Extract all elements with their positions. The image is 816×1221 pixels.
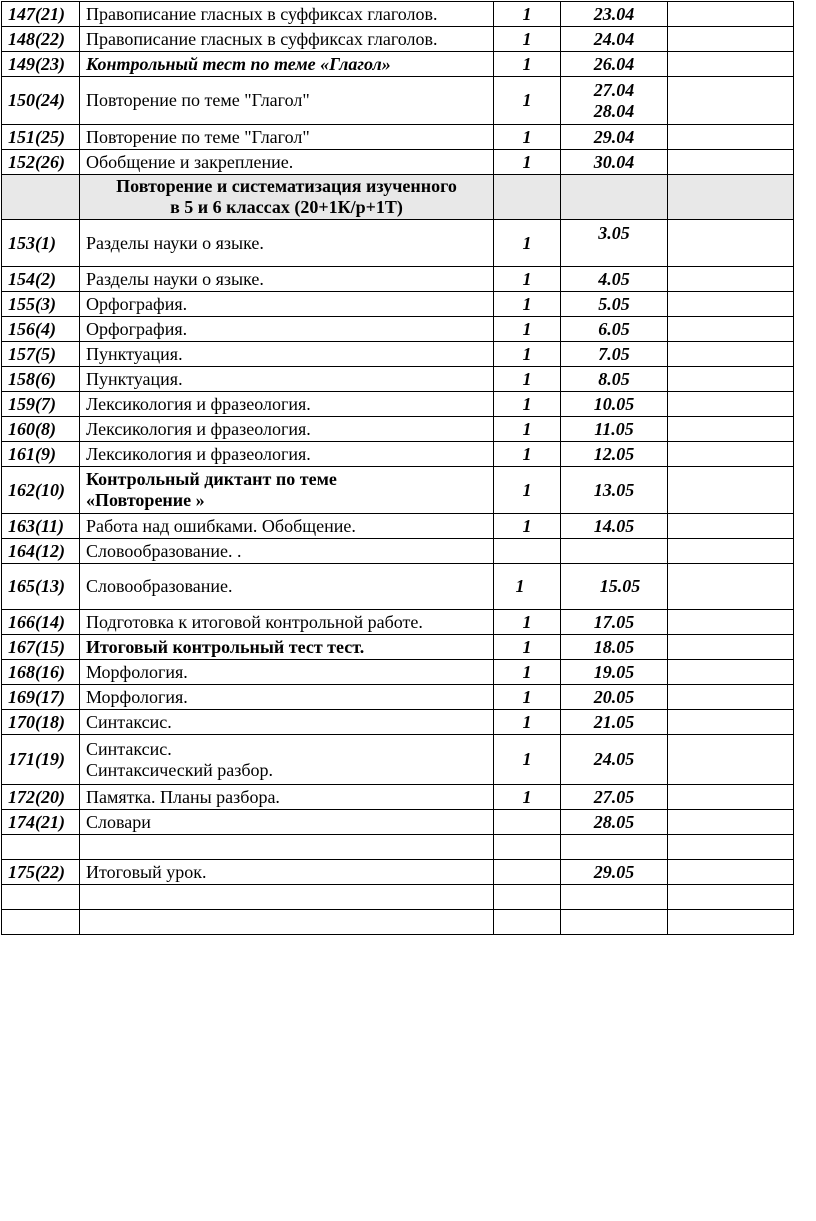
table-row bbox=[2, 835, 794, 860]
table-row bbox=[2, 342, 794, 367]
notes-cell bbox=[668, 467, 794, 514]
lesson-hours bbox=[494, 860, 561, 885]
table-row bbox=[2, 660, 794, 685]
table-row bbox=[2, 220, 794, 267]
section-title bbox=[80, 175, 494, 220]
lesson-hours: 1 bbox=[494, 267, 561, 292]
lesson-topic-line: «Повторение » bbox=[86, 490, 205, 510]
lesson-number: 175(22) bbox=[2, 860, 80, 885]
notes-cell bbox=[668, 710, 794, 735]
lesson-date-line: 27.04 bbox=[593, 79, 635, 100]
lesson-number: 164(12) bbox=[2, 539, 80, 564]
lesson-number: 156(4) bbox=[2, 317, 80, 342]
lesson-topic: Обобщение и закрепление. bbox=[80, 150, 494, 175]
table-row bbox=[2, 2, 794, 27]
lesson-number: 170(18) bbox=[2, 710, 80, 735]
lesson-topic: Контрольный тест по теме «Глагол» bbox=[80, 52, 494, 77]
lesson-hours: 1 bbox=[494, 52, 561, 77]
lesson-number: 165(13) bbox=[2, 564, 80, 610]
lesson-topic: Правописание гласных в суффиксах глаголов. bbox=[80, 2, 494, 27]
notes-cell bbox=[668, 317, 794, 342]
lesson-topic: Разделы науки о языке. bbox=[80, 220, 494, 267]
lesson-topic bbox=[80, 467, 494, 514]
notes-cell bbox=[668, 564, 794, 610]
lesson-number: 152(26) bbox=[2, 150, 80, 175]
lesson-topic: Словообразование. . bbox=[80, 539, 494, 564]
notes-cell bbox=[668, 342, 794, 367]
lesson-date: 8.05 bbox=[561, 367, 668, 392]
lesson-date: 19.05 bbox=[561, 660, 668, 685]
lesson-topic: Памятка. Планы разбора. bbox=[80, 785, 494, 810]
notes-cell bbox=[668, 442, 794, 467]
lesson-hours bbox=[494, 910, 561, 935]
lesson-date bbox=[561, 835, 668, 860]
lesson-topic: Разделы науки о языке. bbox=[80, 267, 494, 292]
lesson-hours: 1 bbox=[494, 467, 561, 514]
lesson-hours: 1 bbox=[494, 27, 561, 52]
notes-cell bbox=[668, 125, 794, 150]
lesson-hours: 1 bbox=[494, 610, 561, 635]
lesson-number: 147(21) bbox=[2, 2, 80, 27]
lesson-topic: Повторение по теме "Глагол" bbox=[80, 77, 494, 125]
lesson-topic: Орфография. bbox=[80, 292, 494, 317]
notes-cell bbox=[668, 77, 794, 125]
lesson-number: 151(25) bbox=[2, 125, 80, 150]
lesson-date: 18.05 bbox=[561, 635, 668, 660]
notes-cell bbox=[668, 2, 794, 27]
table-row bbox=[2, 910, 794, 935]
table-row bbox=[2, 292, 794, 317]
lesson-hours: 1 bbox=[494, 660, 561, 685]
lesson-topic-line: Синтаксический разбор. bbox=[86, 759, 274, 780]
lesson-plan-table bbox=[1, 1, 794, 935]
lesson-hours: 1 bbox=[494, 735, 561, 785]
lesson-number: 166(14) bbox=[2, 610, 80, 635]
lesson-date: 5.05 bbox=[561, 292, 668, 317]
lesson-number bbox=[2, 910, 80, 935]
lesson-hours: 1 bbox=[494, 685, 561, 710]
lesson-date: 17.05 bbox=[561, 610, 668, 635]
notes-cell bbox=[668, 367, 794, 392]
table-row bbox=[2, 885, 794, 910]
lesson-date: 21.05 bbox=[561, 710, 668, 735]
lesson-topic: Словообразование. bbox=[80, 564, 494, 610]
lesson-date: 29.04 bbox=[561, 125, 668, 150]
lesson-hours: 1 bbox=[494, 785, 561, 810]
notes-cell bbox=[668, 417, 794, 442]
lesson-date: 29.05 bbox=[561, 860, 668, 885]
lesson-number: 153(1) bbox=[2, 220, 80, 267]
table-row bbox=[2, 367, 794, 392]
lesson-number bbox=[2, 885, 80, 910]
lesson-date: 23.04 bbox=[561, 2, 668, 27]
table-row bbox=[2, 610, 794, 635]
lesson-topic: Лексикология и фразеология. bbox=[80, 392, 494, 417]
table-row bbox=[2, 539, 794, 564]
empty-cell bbox=[668, 175, 794, 220]
notes-cell bbox=[668, 220, 794, 267]
notes-cell bbox=[668, 539, 794, 564]
table-row bbox=[2, 635, 794, 660]
lesson-date: 10.05 bbox=[561, 392, 668, 417]
notes-cell bbox=[668, 292, 794, 317]
lesson-hours: 1 bbox=[494, 442, 561, 467]
lesson-topic bbox=[80, 835, 494, 860]
lesson-number: 169(17) bbox=[2, 685, 80, 710]
table-row bbox=[2, 710, 794, 735]
lesson-date: 4.05 bbox=[561, 267, 668, 292]
lesson-topic: Подготовка к итоговой контрольной работе. bbox=[80, 610, 494, 635]
empty-cell bbox=[494, 175, 561, 220]
lesson-number: 155(3) bbox=[2, 292, 80, 317]
lesson-topic: Морфология. bbox=[80, 685, 494, 710]
lesson-date-line: 28.04 bbox=[593, 100, 635, 121]
lesson-topic: Морфология. bbox=[80, 660, 494, 685]
lesson-topic bbox=[80, 910, 494, 935]
lesson-date bbox=[561, 885, 668, 910]
lesson-date bbox=[561, 910, 668, 935]
table-row bbox=[2, 514, 794, 539]
table-row bbox=[2, 317, 794, 342]
table-row bbox=[2, 467, 794, 514]
table-row bbox=[2, 442, 794, 467]
lesson-hours: 1 bbox=[494, 635, 561, 660]
lesson-date: 7.05 bbox=[561, 342, 668, 367]
lesson-topic: Правописание гласных в суффиксах глаголов. bbox=[80, 27, 494, 52]
table-row bbox=[2, 150, 794, 175]
table-row bbox=[2, 392, 794, 417]
lesson-topic: Лексикология и фразеология. bbox=[80, 442, 494, 467]
lesson-number: 160(8) bbox=[2, 417, 80, 442]
table-row bbox=[2, 564, 794, 610]
table-row bbox=[2, 810, 794, 835]
lesson-topic-line: Контрольный диктант по теме bbox=[86, 469, 337, 489]
lesson-hours: 1 bbox=[494, 77, 561, 125]
notes-cell bbox=[668, 660, 794, 685]
lesson-hours bbox=[494, 810, 561, 835]
table-row bbox=[2, 785, 794, 810]
lesson-date: 26.04 bbox=[561, 52, 668, 77]
lesson-date: 14.05 bbox=[561, 514, 668, 539]
notes-cell bbox=[668, 514, 794, 539]
lesson-topic: Лексикология и фразеология. bbox=[80, 417, 494, 442]
lesson-number: 159(7) bbox=[2, 392, 80, 417]
notes-cell bbox=[668, 685, 794, 710]
empty-cell bbox=[2, 175, 80, 220]
notes-cell bbox=[668, 610, 794, 635]
section-header-row bbox=[2, 175, 794, 220]
lesson-date: 20.05 bbox=[561, 685, 668, 710]
lesson-date: 11.05 bbox=[561, 417, 668, 442]
lesson-date: 27.05 bbox=[561, 785, 668, 810]
lesson-topic: Синтаксис. bbox=[80, 710, 494, 735]
table-row bbox=[2, 27, 794, 52]
table-row bbox=[2, 685, 794, 710]
table-row bbox=[2, 860, 794, 885]
lesson-hours: 1 bbox=[494, 220, 561, 267]
section-title-line: Повторение и систематизация изученного bbox=[116, 176, 457, 196]
lesson-number: 149(23) bbox=[2, 52, 80, 77]
lesson-date bbox=[561, 77, 668, 125]
lesson-date: 15.05 bbox=[561, 564, 668, 610]
lesson-number: 171(19) bbox=[2, 735, 80, 785]
lesson-date: 13.05 bbox=[561, 467, 668, 514]
lesson-number: 163(11) bbox=[2, 514, 80, 539]
lesson-hours: 1 bbox=[494, 514, 561, 539]
lesson-hours: 1 bbox=[494, 2, 561, 27]
table-row bbox=[2, 52, 794, 77]
section-title-line: в 5 и 6 классах (20+1К/р+1Т) bbox=[170, 197, 403, 217]
lesson-number: 150(24) bbox=[2, 77, 80, 125]
table-row bbox=[2, 417, 794, 442]
notes-cell bbox=[668, 735, 794, 785]
table-row bbox=[2, 735, 794, 785]
lesson-hours bbox=[494, 885, 561, 910]
empty-cell bbox=[561, 175, 668, 220]
notes-cell bbox=[668, 52, 794, 77]
lesson-number: 167(15) bbox=[2, 635, 80, 660]
lesson-date: 12.05 bbox=[561, 442, 668, 467]
lesson-date: 30.04 bbox=[561, 150, 668, 175]
table-row bbox=[2, 77, 794, 125]
lesson-topic: Орфография. bbox=[80, 317, 494, 342]
notes-cell bbox=[668, 267, 794, 292]
lesson-topic bbox=[80, 735, 494, 785]
lesson-hours: 1 bbox=[494, 367, 561, 392]
lesson-hours bbox=[494, 539, 561, 564]
table-row bbox=[2, 267, 794, 292]
lesson-hours: 1 bbox=[494, 150, 561, 175]
notes-cell bbox=[668, 835, 794, 860]
lesson-hours: 1 bbox=[494, 417, 561, 442]
lesson-topic: Пунктуация. bbox=[80, 367, 494, 392]
lesson-number: 157(5) bbox=[2, 342, 80, 367]
lesson-hours: 1 bbox=[494, 342, 561, 367]
lesson-number bbox=[2, 835, 80, 860]
notes-cell bbox=[668, 785, 794, 810]
lesson-date bbox=[561, 539, 668, 564]
lesson-number: 161(9) bbox=[2, 442, 80, 467]
lesson-hours: 1 bbox=[494, 710, 561, 735]
lesson-number: 154(2) bbox=[2, 267, 80, 292]
lesson-date: 24.04 bbox=[561, 27, 668, 52]
lesson-number: 148(22) bbox=[2, 27, 80, 52]
lesson-topic-line: Синтаксис. bbox=[86, 738, 172, 759]
notes-cell bbox=[668, 27, 794, 52]
notes-cell bbox=[668, 885, 794, 910]
lesson-topic: Словари bbox=[80, 810, 494, 835]
lesson-hours: 1 bbox=[494, 125, 561, 150]
lesson-topic: Повторение по теме "Глагол" bbox=[80, 125, 494, 150]
lesson-number: 162(10) bbox=[2, 467, 80, 514]
lesson-topic bbox=[80, 885, 494, 910]
notes-cell bbox=[668, 635, 794, 660]
notes-cell bbox=[668, 860, 794, 885]
lesson-hours: 1 bbox=[494, 317, 561, 342]
notes-cell bbox=[668, 392, 794, 417]
lesson-date: 6.05 bbox=[561, 317, 668, 342]
lesson-topic: Пунктуация. bbox=[80, 342, 494, 367]
lesson-topic: Итоговый контрольный тест тест. bbox=[80, 635, 494, 660]
lesson-topic: Итоговый урок. bbox=[80, 860, 494, 885]
lesson-date: 24.05 bbox=[561, 735, 668, 785]
lesson-date: 28.05 bbox=[561, 810, 668, 835]
lesson-hours: 1 bbox=[494, 564, 561, 610]
lesson-number: 158(6) bbox=[2, 367, 80, 392]
notes-cell bbox=[668, 910, 794, 935]
table-row bbox=[2, 125, 794, 150]
lesson-number: 172(20) bbox=[2, 785, 80, 810]
lesson-topic: Работа над ошибками. Обобщение. bbox=[80, 514, 494, 539]
lesson-hours: 1 bbox=[494, 392, 561, 417]
lesson-hours bbox=[494, 835, 561, 860]
lesson-number: 174(21) bbox=[2, 810, 80, 835]
lesson-hours: 1 bbox=[494, 292, 561, 317]
lesson-date: 3.05 bbox=[561, 220, 668, 267]
notes-cell bbox=[668, 810, 794, 835]
notes-cell bbox=[668, 150, 794, 175]
lesson-number: 168(16) bbox=[2, 660, 80, 685]
